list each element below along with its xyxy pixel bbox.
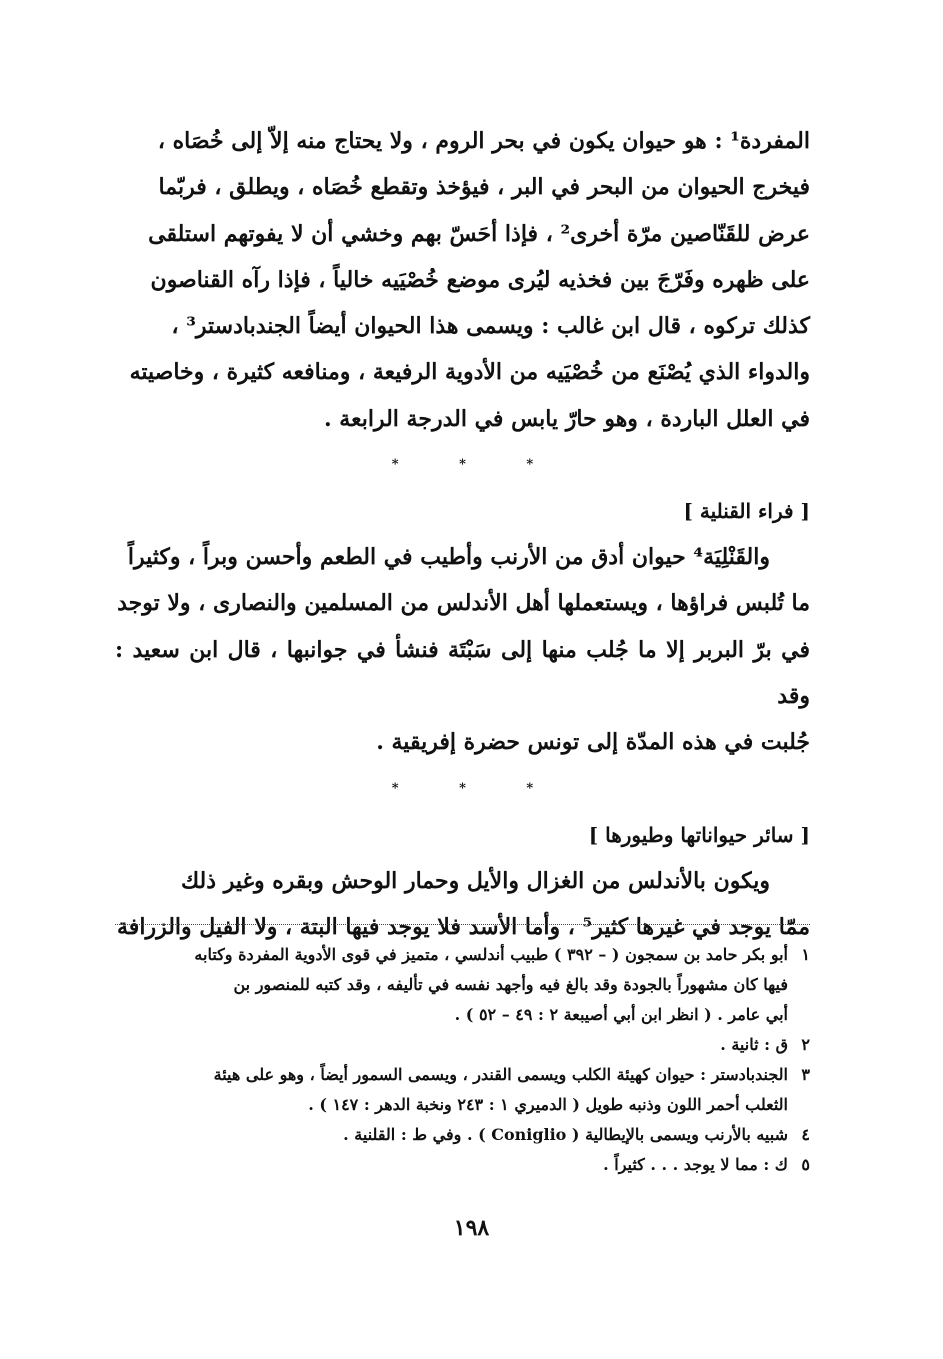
footnote-line: الثعلب أحمر اللون وذنبه طويل ( الدميري ١ : ٢٤٣ ونخبة الدهر : ١٤٧ ) . — [308, 1095, 788, 1114]
paragraph-1-line: كذلك تركوه ، قال ابن غالب : ويسمى هذا الحيوان أيضاً الجندبادستر³ ، — [171, 313, 810, 340]
footnotes — [115, 940, 810, 1180]
footnote-line: فيها كان مشهوراً بالجودة وقد بالغ فيه وأجهد نفسه في تأليفه ، وقد كتبه للمنصور بن — [233, 975, 788, 994]
section-heading: [ فراء القنلية ] — [683, 499, 810, 524]
footnote-divider — [115, 924, 810, 925]
paragraph-1 — [115, 118, 810, 442]
paragraph-1-line: والدواء الذي يُصْنَع من خُصْيَيه من الأدوية الرفيعة ، ومنافعه كثيرة ، وخاصيته — [129, 359, 810, 386]
footnote — [115, 1060, 810, 1120]
paragraph-1-line: على ظهره وفَرّجَ بين فخذيه ليُرى موضع خُصْيَيه خالياً ، فإذا رآه القناصون — [150, 266, 810, 293]
page-number: ١٩٨ — [453, 1215, 490, 1241]
footnote-number: ٥ — [801, 1155, 810, 1174]
section-separator: * * * — [391, 780, 562, 796]
paragraph-1-line: عرض للقَنّاصين مرّة أخرى² ، فإذا أحَسّ بهم وخشي أن لا يفوتهم استلقى — [148, 220, 810, 247]
footnote-number: ٣ — [801, 1065, 810, 1084]
footnote — [115, 940, 810, 1030]
paragraph-3-line: ممّا يوجد في غيرها كثير⁵ ، وأما الأسد فلا يوجد فيها البتة ، ولا الفيل والزرافة — [117, 913, 810, 940]
footnote-line: شبيه بالأرنب ويسمى بالإيطالية ( Coniglio ) . وفي ط : القلنية . — [343, 1125, 788, 1144]
paragraph-2-line: والقَنْلِيَة⁴ حيوان أدق من الأرنب وأطيب في الطعم وأحسن وبراً ، وكثيراً — [127, 544, 770, 571]
footnote — [115, 1120, 810, 1150]
footnote-line: أبي عامر . ( انظر ابن أبي أصيبعة ٢ : ٤٩ – ٥٢ ) . — [454, 1005, 788, 1024]
paragraph-3-line: ويكون بالأندلس من الغزال والأيل وحمار الوحش وبقره وغير ذلك — [181, 867, 770, 894]
main-text-block — [115, 118, 810, 950]
section-heading: [ سائر حيواناتها وطيورها ] — [588, 822, 810, 847]
footnote-number: ١ — [801, 945, 810, 964]
footnote-number: ٢ — [801, 1035, 810, 1054]
paragraph-1-line: في العلل الباردة ، وهو حارّ يابس في الدرجة الرابعة . — [323, 405, 810, 432]
paragraph-2-line: في برّ البربر إلا ما جُلب منها إلى سَبْتَة فنشأ في جوانبها ، قال ابن سعيد : وقد — [115, 636, 810, 709]
paragraph-2-line: جُلبت في هذه المدّة إلى تونس حضرة إفريقية . — [376, 729, 810, 756]
paragraph-3 — [115, 858, 810, 951]
footnote-line: ق : ثانية . — [720, 1035, 788, 1054]
section-separator: * * * — [391, 457, 562, 473]
paragraph-2 — [115, 534, 810, 765]
footnote — [115, 1030, 810, 1060]
paragraph-1-line: فيخرج الحيوان من البحر في البر ، فيؤخذ وتقطع خُصَاه ، ويطلق ، فربّما — [158, 174, 810, 201]
footnote-line: الجندبادستر : حيوان كهيئة الكلب ويسمى القندر ، ويسمى السمور أيضاً ، وهو على هيئة — [213, 1065, 788, 1084]
footnote-line: ك : مما لا يوجد . . . كثيراً . — [603, 1155, 788, 1174]
footnote-number: ٤ — [801, 1125, 810, 1144]
footnote — [115, 1150, 810, 1180]
paragraph-1-line: المفردة¹ : هو حيوان يكون في بحر الروم ، ولا يحتاج منه إلاّ إلى خُصَاه ، — [157, 128, 810, 154]
footnote-line: أبو بكر حامد بن سمجون ( – ٣٩٢ ) طبيب أندلسي ، متميز في قوى الأدوية المفردة وكتابه — [194, 945, 788, 964]
paragraph-2-line: ما تُلبس فراؤها ، ويستعملها أهل الأندلس من المسلمين والنصارى ، ولا توجد — [117, 590, 810, 617]
